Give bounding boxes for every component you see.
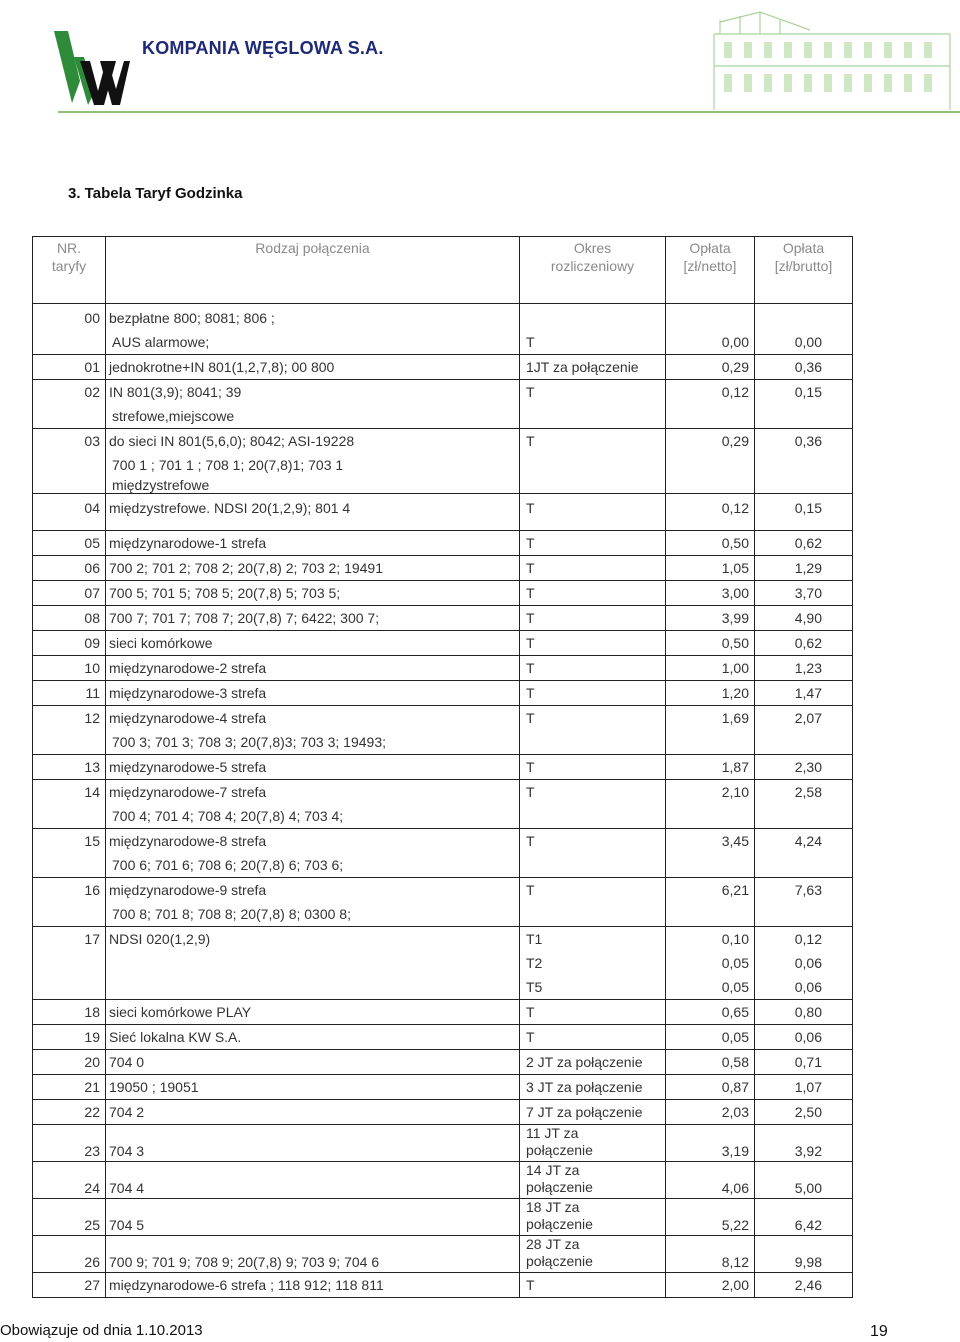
row-connection-type: międzynarodowe-5 strefa bbox=[106, 755, 520, 780]
table-row bbox=[33, 829, 853, 878]
row-number: 02 bbox=[33, 380, 106, 429]
row-connection-type: międzynarodowe-8 strefa 700 6; 701 6; 708 6; 20(7,8) 6; 703 6; bbox=[106, 829, 520, 878]
row-number: 25 bbox=[33, 1199, 106, 1236]
row-fee-brutto: 2,07 bbox=[755, 706, 853, 755]
table-row bbox=[33, 1273, 853, 1298]
table-row bbox=[33, 656, 853, 681]
row-fee-brutto: 2,46 bbox=[755, 1273, 853, 1298]
row-billing-period: T bbox=[520, 494, 666, 531]
row-fee-netto: 2,10 bbox=[666, 780, 755, 829]
row-fee-brutto: 2,58 bbox=[755, 780, 853, 829]
row-number: 21 bbox=[33, 1075, 106, 1100]
row-fee-brutto: 2,50 bbox=[755, 1100, 853, 1125]
table-row bbox=[33, 1199, 853, 1236]
row-fee-netto: 0,50 bbox=[666, 631, 755, 656]
row-connection-type: 700 7; 701 7; 708 7; 20(7,8) 7; 6422; 300 7; bbox=[106, 606, 520, 631]
table-body bbox=[33, 304, 853, 1298]
row-fee-brutto: 0,80 bbox=[755, 1000, 853, 1025]
row-connection-type: 700 2; 701 2; 708 2; 20(7,8) 2; 703 2; 19491 bbox=[106, 556, 520, 581]
row-fee-netto: 0,29 bbox=[666, 429, 755, 494]
row-connection-type: NDSI 020(1,2,9) bbox=[106, 927, 520, 1000]
row-connection-type: sieci komórkowe PLAY bbox=[106, 1000, 520, 1025]
row-fee-netto: 1,69 bbox=[666, 706, 755, 755]
row-fee-netto: 0,50 bbox=[666, 531, 755, 556]
row-billing-period: T bbox=[520, 581, 666, 606]
row-fee-netto: 2,00 bbox=[666, 1273, 755, 1298]
table-row bbox=[33, 380, 853, 429]
page-header bbox=[0, 0, 960, 115]
row-billing-period: T bbox=[520, 656, 666, 681]
row-fee-netto: 1,05 bbox=[666, 556, 755, 581]
row-connection-type: 700 5; 701 5; 708 5; 20(7,8) 5; 703 5; bbox=[106, 581, 520, 606]
row-number: 14 bbox=[33, 780, 106, 829]
row-billing-period: T bbox=[520, 755, 666, 780]
row-connection-type: międzynarodowe-2 strefa bbox=[106, 656, 520, 681]
row-number: 04 bbox=[33, 494, 106, 531]
row-billing-period: 7 JT za połączenie bbox=[520, 1100, 666, 1125]
row-billing-period: 2 JT za połączenie bbox=[520, 1050, 666, 1075]
table-row bbox=[33, 878, 853, 927]
table-row bbox=[33, 1100, 853, 1125]
row-connection-type: IN 801(3,9); 8041; 39 strefowe,miejscowe bbox=[106, 380, 520, 429]
row-fee-netto: 3,45 bbox=[666, 829, 755, 878]
header-period: Okres rozliczeniowy bbox=[520, 237, 666, 304]
row-billing-period: T bbox=[520, 780, 666, 829]
row-fee-netto: 0,12 bbox=[666, 380, 755, 429]
row-connection-type: międzynarodowe-4 strefa 700 3; 701 3; 708 3; 20(7,8)3; 703 3; 19493; bbox=[106, 706, 520, 755]
page-number: 19 bbox=[870, 1323, 888, 1340]
row-billing-period: T bbox=[520, 829, 666, 878]
row-billing-period: 28 JT za połączenie bbox=[520, 1236, 666, 1273]
row-number: 07 bbox=[33, 581, 106, 606]
table-row bbox=[33, 1050, 853, 1075]
row-connection-type: międzystrefowe. NDSI 20(1,2,9); 801 4 bbox=[106, 494, 520, 531]
row-number: 01 bbox=[33, 355, 106, 380]
row-fee-netto: 1,20 bbox=[666, 681, 755, 706]
row-fee-brutto: 0,36 bbox=[755, 355, 853, 380]
table-row bbox=[33, 531, 853, 556]
row-number: 10 bbox=[33, 656, 106, 681]
row-fee-brutto: 4,24 bbox=[755, 829, 853, 878]
row-fee-brutto: 3,92 bbox=[755, 1125, 853, 1162]
table-row bbox=[33, 581, 853, 606]
row-connection-type: międzynarodowe-3 strefa bbox=[106, 681, 520, 706]
row-number: 08 bbox=[33, 606, 106, 631]
row-fee-brutto: 0,62 bbox=[755, 531, 853, 556]
row-billing-period: T bbox=[520, 531, 666, 556]
row-connection-type: bezpłatne 800; 8081; 806 ; AUS alarmowe; bbox=[106, 304, 520, 355]
row-fee-brutto: 6,42 bbox=[755, 1199, 853, 1236]
row-billing-period: T bbox=[520, 631, 666, 656]
row-fee-brutto: 2,30 bbox=[755, 755, 853, 780]
table-row bbox=[33, 1125, 853, 1162]
row-fee-brutto: 0,00 bbox=[755, 304, 853, 355]
row-fee-netto: 0,10 0,05 0,05 bbox=[666, 927, 755, 1000]
row-billing-period: 18 JT za połączenie bbox=[520, 1199, 666, 1236]
row-fee-netto: 0,29 bbox=[666, 355, 755, 380]
table-row bbox=[33, 780, 853, 829]
row-number: 03 bbox=[33, 429, 106, 494]
table-row bbox=[33, 1075, 853, 1100]
row-billing-period: T bbox=[520, 380, 666, 429]
row-fee-netto: 0,00 bbox=[666, 304, 755, 355]
row-fee-brutto: 3,70 bbox=[755, 581, 853, 606]
row-connection-type: 704 5 bbox=[106, 1199, 520, 1236]
row-billing-period: T1 T2 T5 bbox=[520, 927, 666, 1000]
table-row bbox=[33, 1025, 853, 1050]
row-fee-brutto: 7,63 bbox=[755, 878, 853, 927]
row-number: 26 bbox=[33, 1236, 106, 1273]
row-fee-netto: 6,21 bbox=[666, 878, 755, 927]
row-number: 20 bbox=[33, 1050, 106, 1075]
row-fee-netto: 0,58 bbox=[666, 1050, 755, 1075]
row-connection-type: 704 3 bbox=[106, 1125, 520, 1162]
section-title: 3. Tabela Taryf Godzinka bbox=[68, 185, 243, 202]
row-billing-period: 14 JT za połączenie bbox=[520, 1162, 666, 1199]
row-fee-brutto: 5,00 bbox=[755, 1162, 853, 1199]
header-brutto: Opłata [zł/brutto] bbox=[755, 237, 853, 304]
row-fee-brutto: 0,71 bbox=[755, 1050, 853, 1075]
header-name: Rodzaj połączenia bbox=[106, 237, 520, 304]
row-connection-type: 19050 ; 19051 bbox=[106, 1075, 520, 1100]
table-row bbox=[33, 755, 853, 780]
row-number: 22 bbox=[33, 1100, 106, 1125]
row-number: 19 bbox=[33, 1025, 106, 1050]
row-fee-brutto: 0,36 bbox=[755, 429, 853, 494]
table-header-row bbox=[33, 237, 853, 304]
row-fee-netto: 2,03 bbox=[666, 1100, 755, 1125]
row-fee-brutto: 9,98 bbox=[755, 1236, 853, 1273]
row-fee-brutto: 0,62 bbox=[755, 631, 853, 656]
row-number: 15 bbox=[33, 829, 106, 878]
row-number: 05 bbox=[33, 531, 106, 556]
row-billing-period: T bbox=[520, 556, 666, 581]
row-fee-brutto: 0,06 bbox=[755, 1025, 853, 1050]
row-number: 18 bbox=[33, 1000, 106, 1025]
row-connection-type: międzynarodowe-1 strefa bbox=[106, 531, 520, 556]
table-row bbox=[33, 606, 853, 631]
row-billing-period: T bbox=[520, 681, 666, 706]
row-fee-brutto: 1,23 bbox=[755, 656, 853, 681]
row-number: 06 bbox=[33, 556, 106, 581]
row-connection-type: 704 2 bbox=[106, 1100, 520, 1125]
row-connection-type: jednokrotne+IN 801(1,2,7,8); 00 800 bbox=[106, 355, 520, 380]
row-billing-period: T bbox=[520, 1025, 666, 1050]
table-row bbox=[33, 681, 853, 706]
row-fee-netto: 3,00 bbox=[666, 581, 755, 606]
row-number: 09 bbox=[33, 631, 106, 656]
row-number: 17 bbox=[33, 927, 106, 1000]
row-billing-period: T bbox=[520, 1273, 666, 1298]
row-fee-netto: 3,99 bbox=[666, 606, 755, 631]
row-fee-netto: 0,12 bbox=[666, 494, 755, 531]
row-fee-netto: 0,87 bbox=[666, 1075, 755, 1100]
header-no: NR. taryfy bbox=[33, 237, 106, 304]
row-connection-type: 704 0 bbox=[106, 1050, 520, 1075]
table-row bbox=[33, 556, 853, 581]
table-row bbox=[33, 631, 853, 656]
table-row bbox=[33, 706, 853, 755]
row-fee-netto: 0,65 bbox=[666, 1000, 755, 1025]
building-watermark-icon bbox=[700, 4, 958, 114]
table-row bbox=[33, 1162, 853, 1199]
row-billing-period: T bbox=[520, 706, 666, 755]
header-rule bbox=[58, 111, 960, 113]
row-number: 12 bbox=[33, 706, 106, 755]
row-fee-netto: 4,06 bbox=[666, 1162, 755, 1199]
row-connection-type: 700 9; 701 9; 708 9; 20(7,8) 9; 703 9; 704 6 bbox=[106, 1236, 520, 1273]
row-number: 13 bbox=[33, 755, 106, 780]
row-number: 23 bbox=[33, 1125, 106, 1162]
row-connection-type: 704 4 bbox=[106, 1162, 520, 1199]
row-number: 16 bbox=[33, 878, 106, 927]
row-connection-type: do sieci IN 801(5,6,0); 8042; ASI-19228 700 1 ; 701 1 ; 708 1; 20(7,8)1; 703 1 międzystrefowe bbox=[106, 429, 520, 494]
tariff-table bbox=[32, 236, 853, 1298]
row-fee-netto: 0,05 bbox=[666, 1025, 755, 1050]
table-row bbox=[33, 1236, 853, 1273]
row-fee-brutto: 0,15 bbox=[755, 494, 853, 531]
company-name: KOMPANIA WĘGLOWA S.A. bbox=[142, 38, 384, 58]
row-billing-period: 11 JT za połączenie bbox=[520, 1125, 666, 1162]
table-row bbox=[33, 1000, 853, 1025]
table-row bbox=[33, 494, 853, 531]
row-fee-netto: 5,22 bbox=[666, 1199, 755, 1236]
row-connection-type: sieci komórkowe bbox=[106, 631, 520, 656]
row-fee-netto: 1,00 bbox=[666, 656, 755, 681]
row-connection-type: międzynarodowe-7 strefa 700 4; 701 4; 708 4; 20(7,8) 4; 703 4; bbox=[106, 780, 520, 829]
row-billing-period: T bbox=[520, 606, 666, 631]
row-number: 27 bbox=[33, 1273, 106, 1298]
row-fee-netto: 1,87 bbox=[666, 755, 755, 780]
row-connection-type: Sieć lokalna KW S.A. bbox=[106, 1025, 520, 1050]
row-fee-brutto: 0,15 bbox=[755, 380, 853, 429]
row-fee-netto: 3,19 bbox=[666, 1125, 755, 1162]
row-billing-period: T bbox=[520, 878, 666, 927]
row-fee-brutto: 1,47 bbox=[755, 681, 853, 706]
row-billing-period: 1JT za połączenie bbox=[520, 355, 666, 380]
row-number: 11 bbox=[33, 681, 106, 706]
row-billing-period: T bbox=[520, 1000, 666, 1025]
row-number: 24 bbox=[33, 1162, 106, 1199]
row-fee-brutto: 1,07 bbox=[755, 1075, 853, 1100]
row-billing-period: T bbox=[520, 304, 666, 355]
row-fee-netto: 8,12 bbox=[666, 1236, 755, 1273]
kw-logo-icon bbox=[50, 27, 132, 107]
table-row bbox=[33, 304, 853, 355]
row-fee-brutto: 4,90 bbox=[755, 606, 853, 631]
table-row bbox=[33, 355, 853, 380]
row-fee-brutto: 0,12 0,06 0,06 bbox=[755, 927, 853, 1000]
row-billing-period: 3 JT za połączenie bbox=[520, 1075, 666, 1100]
valid-from-text: Obowiązuje od dnia 1.10.2013 bbox=[0, 1322, 203, 1339]
row-billing-period: T bbox=[520, 429, 666, 494]
row-connection-type: międzynarodowe-9 strefa 700 8; 701 8; 708 8; 20(7,8) 8; 0300 8; bbox=[106, 878, 520, 927]
row-connection-type: międzynarodowe-6 strefa ; 118 912; 118 811 bbox=[106, 1273, 520, 1298]
header-netto: Opłata [zł/netto] bbox=[666, 237, 755, 304]
table-row bbox=[33, 429, 853, 494]
row-fee-brutto: 1,29 bbox=[755, 556, 853, 581]
table-row bbox=[33, 927, 853, 1000]
row-number: 00 bbox=[33, 304, 106, 355]
